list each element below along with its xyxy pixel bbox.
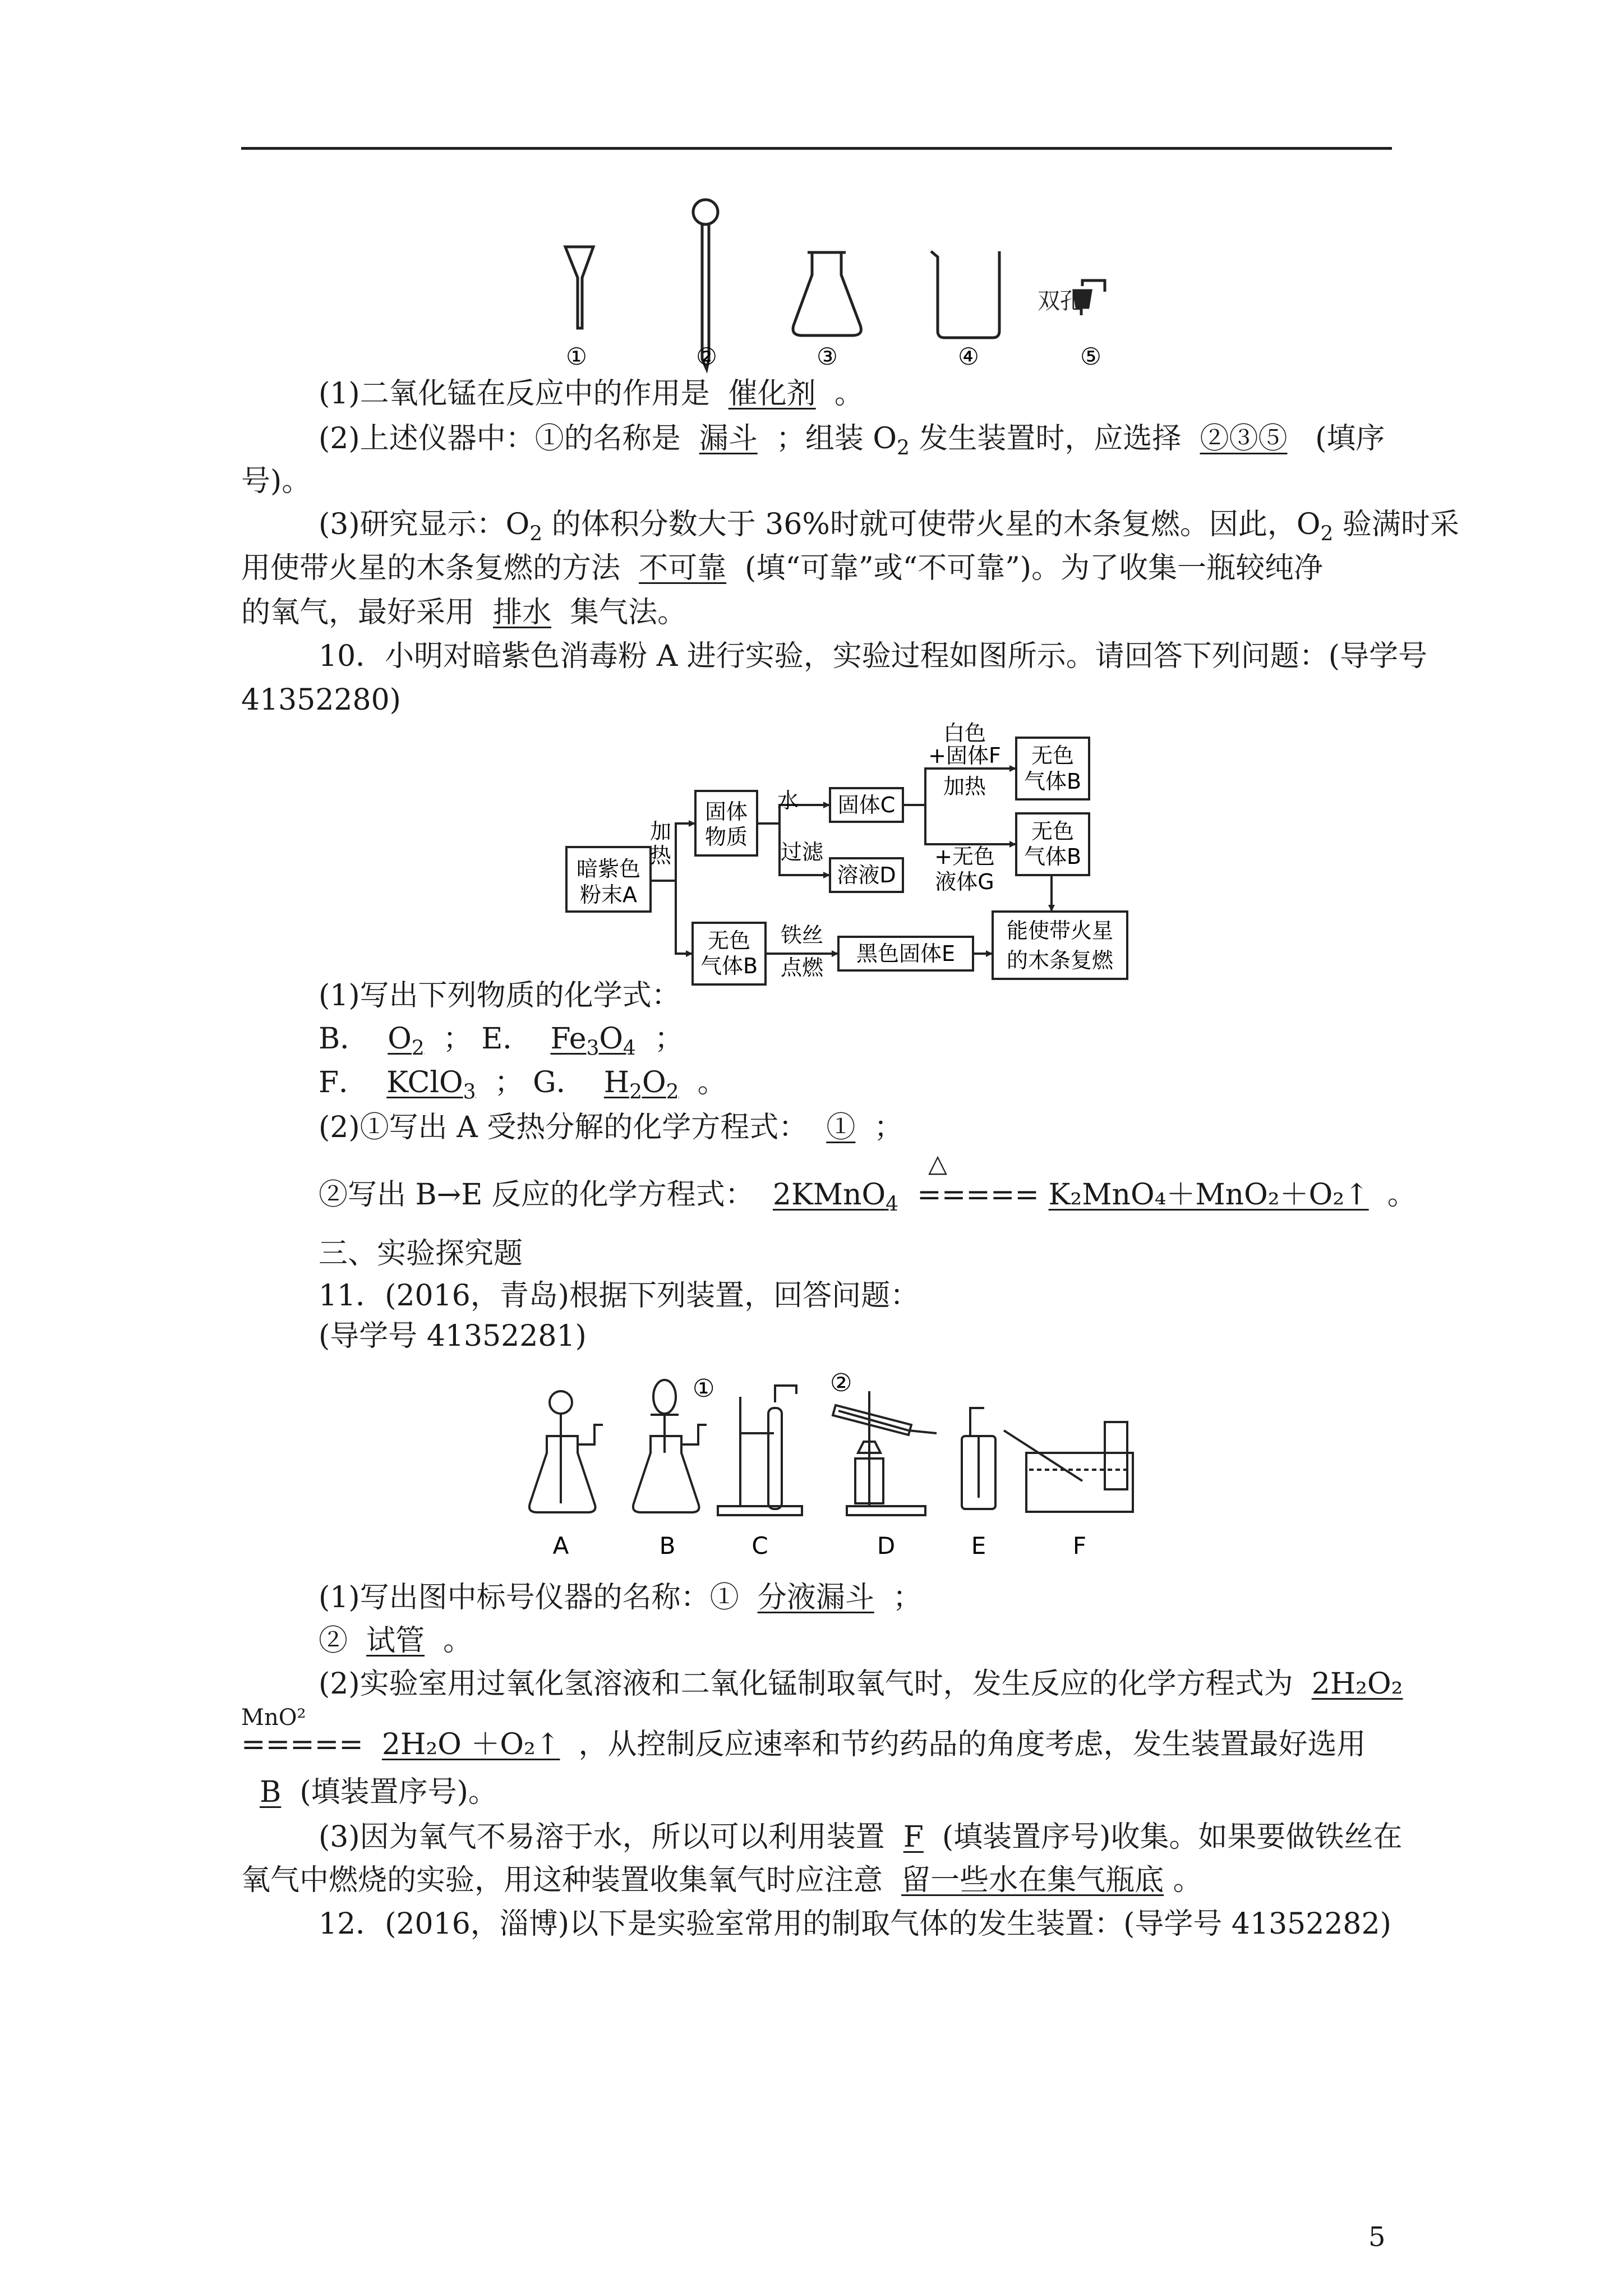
answer-device: B — [260, 1775, 282, 1809]
flow-solid-1: 固体 — [704, 799, 748, 824]
answer-B: $O_2$ — [388, 1022, 425, 1060]
apparatus-label-B: B — [659, 1532, 676, 1559]
flow-gasB3-1: 无色 — [707, 928, 751, 953]
flow-whiteF-2: +固体F — [928, 743, 1001, 768]
apparatus-label-A: A — [552, 1532, 569, 1559]
marker-1: ① — [693, 1374, 715, 1403]
flow-solid-2: 物质 — [704, 825, 748, 849]
flow-gasB2-1: 无色 — [1031, 819, 1075, 844]
q10-answers-FG: F． KClO$_3$ ； G． $H_2O_2$ 。 — [319, 1066, 727, 1104]
flow-whiteF-3: 加热 — [943, 774, 986, 799]
flow-relight-1: 能使带火星 — [1006, 918, 1114, 943]
q11-part3: (3)因为氧气不易溶于水，所以可以利用装置 F (填装置序号)收集。如果要做铁丝在 — [319, 1820, 1403, 1854]
answer-note: 留一些水在集气瓶底 — [901, 1864, 1164, 1897]
page-number: 5 — [1368, 2221, 1386, 2253]
funnel-icon — [565, 247, 593, 328]
answer-instrument-1: 分液漏斗 — [757, 1581, 874, 1614]
q11-part1b: ② 试管 。 — [319, 1624, 473, 1658]
q11-part1: (1)写出图中标号仪器的名称：① 分液漏斗 ； — [319, 1581, 922, 1614]
q11-apparatus-figure — [522, 1369, 1144, 1565]
q11-part3-line2: 氧气中燃烧的实验，用这种装置收集氧气时应注意 留一些水在集气瓶底 。 — [241, 1864, 1202, 1897]
flow-heat-1: 加 — [649, 819, 672, 844]
instruments-figure — [538, 191, 1144, 376]
answer-2a: ① — [826, 1111, 856, 1144]
flow-heat-2: 热 — [649, 843, 672, 868]
answer-instrument-2: 试管 — [366, 1624, 425, 1658]
flow-gasB2-2: 气体B — [1023, 844, 1082, 869]
q10-stem: 10．小明对暗紫色消毒粉 A 进行实验，实验过程如图所示。请回答下列问题：(导学号 — [319, 639, 1428, 673]
flow-water-2: 过滤 — [780, 840, 824, 864]
instrument-label-3: ③ — [817, 343, 838, 370]
apparatus-label-C: C — [751, 1532, 768, 1559]
q12-stem: 12．(2016，淄博)以下是实验室常用的制取气体的发生装置：(导学号 41352282) — [319, 1907, 1391, 1941]
flow-whiteF-1: 白色 — [943, 721, 986, 746]
q10-answers-BE: B． $O_2$ ； E． $Fe_3O_4$ ； — [319, 1022, 684, 1060]
flow-liquidG-2: 液体G — [935, 869, 994, 894]
instrument-label-2: ② — [696, 343, 717, 370]
q10-part2b: ②写出 B→E 反应的化学方程式： 2KMnO$_4$ △ ===== K₂MnO₄＋MnO₂＋O₂↑ 。 — [319, 1178, 1417, 1221]
instrument-label-1: ① — [566, 343, 587, 370]
flow-iron-1: 铁丝 — [780, 923, 824, 947]
q11-part2-line3: B (填装置序号)。 — [260, 1775, 497, 1809]
flow-iron-2: 点燃 — [780, 955, 824, 980]
flask-icon — [793, 252, 861, 335]
marker-2: ② — [830, 1369, 852, 1397]
equation2-rhs: 2H₂O ＋O₂↑ — [381, 1728, 560, 1761]
equals-sign: ===== — [917, 1178, 1039, 1212]
answer-F: KClO$_3$ — [386, 1066, 476, 1104]
heat-condition: △ — [928, 1149, 947, 1178]
q9-part3: (3)研究显示：$O_2$ 的体积分数大于 36%时就可使带火星的木条复燃。因此，$O_2$ 验满时采 — [319, 508, 1459, 546]
q9-answer-4: 不可靠 — [639, 551, 727, 585]
q9-answer-1: 催化剂 — [728, 377, 816, 411]
instrument-label-5: ⑤ — [1080, 343, 1101, 370]
long-neck-funnel-icon — [693, 200, 718, 224]
header-rule — [241, 147, 1392, 150]
q11-part2-line2: MnO² ===== 2H₂O ＋O₂↑ ，从控制反应速率和节约药品的角度考虑，发生装置最好选用 — [241, 1728, 1366, 1761]
apparatus-label-E: E — [971, 1532, 986, 1559]
q9-part1: (1)二氧化锰在反应中的作用是 催化剂 。 — [319, 377, 864, 411]
section-title: 三、实验探究题 — [319, 1237, 523, 1271]
q10-part2a: (2)①写出 A 受热分解的化学方程式： ① ； — [319, 1111, 903, 1144]
q10-stem-cont: 41352280) — [241, 683, 401, 717]
catalyst-condition: MnO² — [241, 1705, 306, 1731]
q9-part2: (2)上述仪器中：①的名称是 漏斗 ；组装 $O_2$ 发生装置时，应选择 ②③⑤ (填序 — [319, 422, 1385, 460]
equation2-lhs: 2H₂O₂ — [1311, 1667, 1403, 1701]
flow-gasB1-2: 气体B — [1023, 769, 1082, 794]
beaker-icon — [931, 251, 999, 338]
answer-E: $Fe_3O_4$ — [550, 1022, 636, 1060]
q10-flowchart — [555, 718, 1133, 980]
answer-collect: F — [903, 1820, 924, 1854]
flow-relight-2: 的木条复燃 — [1006, 948, 1114, 973]
flow-blackE: 黑色固体E — [856, 941, 956, 966]
q10-part1: (1)写出下列物质的化学式： — [319, 979, 681, 1013]
flow-water-1: 水 — [777, 788, 799, 813]
flow-gasB1-1: 无色 — [1031, 743, 1075, 768]
q9-answer-3: ②③⑤ — [1200, 422, 1288, 455]
flow-start-1: 暗紫色 — [576, 857, 641, 881]
q11-stem-cont: (导学号 41352281) — [319, 1319, 587, 1353]
equals-sign-2: ===== — [241, 1728, 363, 1761]
equation-lhs: 2KMnO$_4$ — [772, 1178, 899, 1216]
q11-part2: (2)实验室用过氧化氢溶液和二氧化锰制取氧气时，发生反应的化学方程式为 2H₂O₂ — [319, 1667, 1403, 1701]
stopper-label: 双孔 — [1038, 288, 1082, 314]
q9-answer-5: 排水 — [493, 596, 552, 629]
flow-solidC: 固体C — [837, 793, 896, 817]
q9-part3-line3: 的氧气，最好采用 排水 集气法。 — [241, 596, 687, 629]
instrument-label-4: ④ — [958, 343, 979, 370]
q9-answer-2: 漏斗 — [699, 422, 758, 455]
equation-rhs: K₂MnO₄＋MnO₂＋O₂↑ — [1048, 1178, 1369, 1212]
flow-liquidG-1: +无色 — [934, 844, 995, 869]
flow-solutionD: 溶液D — [837, 863, 896, 887]
q9-part2-cont: 号)。 — [241, 464, 311, 498]
apparatus-label-F: F — [1072, 1532, 1087, 1559]
q9-part3-line2: 用使带火星的木条复燃的方法 不可靠 (填“可靠”或“不可靠”)。为了收集一瓶较纯净 — [241, 551, 1324, 585]
apparatus-label-D: D — [877, 1532, 896, 1559]
flow-start-2: 粉末A — [580, 882, 637, 907]
flow-gasB3-2: 气体B — [700, 954, 758, 978]
answer-G: $H_2O_2$ — [603, 1066, 679, 1104]
q11-stem: 11．(2016，青岛)根据下列装置，回答问题： — [319, 1279, 920, 1313]
